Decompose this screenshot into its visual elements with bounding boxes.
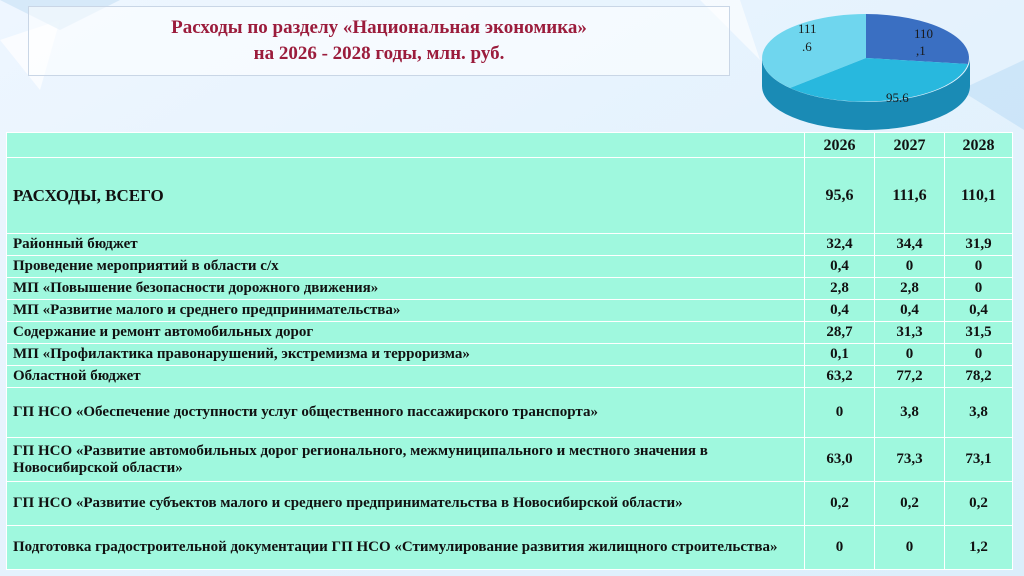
row-value: 78,2 <box>945 366 1013 388</box>
row-value: 0 <box>945 344 1013 366</box>
row-value: 2,8 <box>805 278 875 300</box>
row-value: 0,4 <box>875 300 945 322</box>
table-row <box>7 278 1013 300</box>
row-label: Областной бюджет <box>7 366 805 388</box>
row-value: 0 <box>875 256 945 278</box>
row-value: 31,9 <box>945 234 1013 256</box>
pie-chart <box>756 2 976 130</box>
row-label: МП «Профилактика правонарушений, экстремизма и терроризма» <box>7 344 805 366</box>
row-value: 63,2 <box>805 366 875 388</box>
table-row <box>7 482 1013 526</box>
table-row <box>7 344 1013 366</box>
row-value: 0 <box>805 526 875 570</box>
pie-label-1116-line1: 111 <box>798 21 817 36</box>
row-value: 77,2 <box>875 366 945 388</box>
row-value: 2,8 <box>875 278 945 300</box>
pie-label-956: 95.6 <box>886 90 909 105</box>
pie-slices <box>762 14 969 102</box>
row-value: 111,6 <box>875 158 945 234</box>
header-year: 2026 <box>805 133 875 158</box>
pie-label-1116-line2: .6 <box>802 39 812 54</box>
table-row <box>7 366 1013 388</box>
header-year: 2028 <box>945 133 1013 158</box>
row-value: 31,5 <box>945 322 1013 344</box>
row-value: 0 <box>945 256 1013 278</box>
row-label: Проведение мероприятий в области с/х <box>7 256 805 278</box>
row-value: 0,2 <box>875 482 945 526</box>
row-value: 1,2 <box>945 526 1013 570</box>
budget-table <box>6 132 1013 570</box>
row-value: 0,4 <box>805 300 875 322</box>
pie-label-1101-line2: ,1 <box>916 43 926 58</box>
row-value: 3,8 <box>945 388 1013 438</box>
row-label: ГП НСО «Развитие автомобильных дорог регионального, межмуниципального и местного значения в Новосибирской области» <box>7 438 805 482</box>
title-box <box>28 6 730 76</box>
row-value: 0 <box>945 278 1013 300</box>
table-row <box>7 438 1013 482</box>
row-value: 0,2 <box>945 482 1013 526</box>
row-label: ГП НСО «Развитие субъектов малого и среднего предпринимательства в Новосибирской области» <box>7 482 805 526</box>
row-value: 34,4 <box>875 234 945 256</box>
row-label: Районный бюджет <box>7 234 805 256</box>
row-value: 0 <box>875 526 945 570</box>
row-value: 0,4 <box>945 300 1013 322</box>
title-line-2: на 2026 - 2028 годы, млн. руб. <box>253 43 505 64</box>
row-label: Содержание и ремонт автомобильных дорог <box>7 322 805 344</box>
row-label: Подготовка градостроительной документации ГП НСО «Стимулирование развития жилищного строительства» <box>7 526 805 570</box>
row-label: МП «Повышение безопасности дорожного движения» <box>7 278 805 300</box>
table-row <box>7 234 1013 256</box>
row-value: 28,7 <box>805 322 875 344</box>
row-label: МП «Развитие малого и среднего предпринимательства» <box>7 300 805 322</box>
title-line-1: Расходы по разделу «Национальная экономика» <box>171 17 587 38</box>
row-label: РАСХОДЫ, ВСЕГО <box>7 158 805 234</box>
row-value: 73,3 <box>875 438 945 482</box>
row-value: 3,8 <box>875 388 945 438</box>
row-value: 0,4 <box>805 256 875 278</box>
table-row <box>7 526 1013 570</box>
row-value: 0,2 <box>805 482 875 526</box>
row-value: 31,3 <box>875 322 945 344</box>
pie-label-1101-line1: 110 <box>914 26 934 41</box>
table-row <box>7 322 1013 344</box>
row-label: ГП НСО «Обеспечение доступности услуг общественного пассажирского транспорта» <box>7 388 805 438</box>
row-value: 110,1 <box>945 158 1013 234</box>
row-value: 0,1 <box>805 344 875 366</box>
row-value: 63,0 <box>805 438 875 482</box>
table-header-row <box>7 133 1013 158</box>
row-value: 0 <box>805 388 875 438</box>
table-row <box>7 158 1013 234</box>
row-value: 73,1 <box>945 438 1013 482</box>
row-value: 95,6 <box>805 158 875 234</box>
table-row <box>7 256 1013 278</box>
row-value: 0 <box>875 344 945 366</box>
table-row <box>7 300 1013 322</box>
header-year: 2027 <box>875 133 945 158</box>
row-value: 32,4 <box>805 234 875 256</box>
header-empty <box>7 133 805 158</box>
table-row <box>7 388 1013 438</box>
